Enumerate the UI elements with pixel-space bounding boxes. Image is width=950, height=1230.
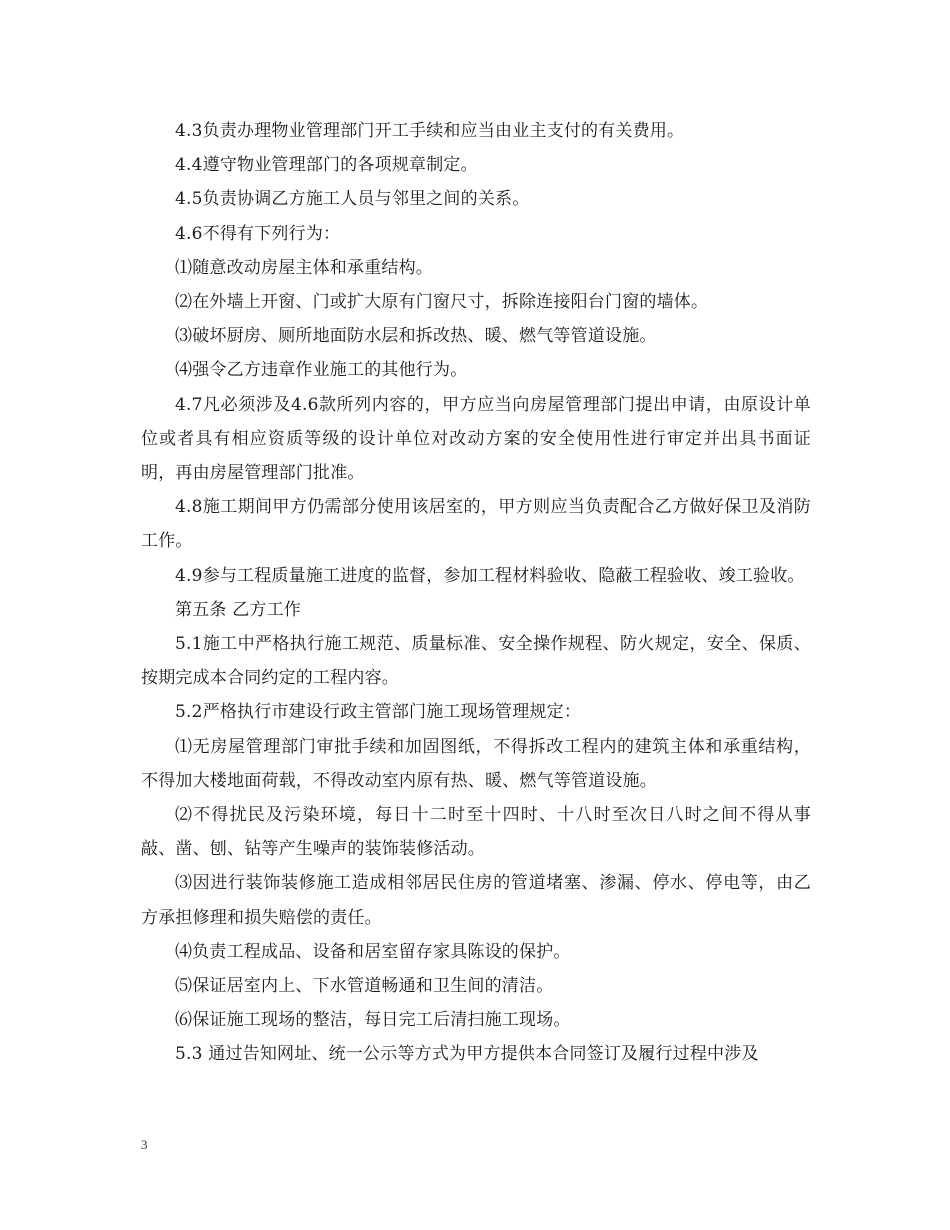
- paragraph-4-6-item-3: ⑶破坏厨房、厕所地面防水层和拆改热、暖、燃气等管道设施。: [175, 326, 657, 347]
- paragraph-4-6: 4.6不得有下列行为：: [175, 223, 341, 244]
- paragraph-5-2-item-3: ⑶因进行装饰装修施工造成相邻居民住房的管道堵塞、渗漏、停水、停电等，由乙方承担修理和损失赔偿的责任。: [141, 873, 811, 928]
- paragraph-4-3: 4.3负责办理物业管理部门开工手续和应当由业主支付的有关费用。: [175, 121, 685, 141]
- paragraph-5-3: 5.3 通过告知网址、统一公示等方式为甲方提供本合同签订及履行过程中涉及: [175, 1044, 759, 1065]
- paragraph-4-6-item-1: ⑴随意改动房屋主体和承重结构。: [175, 257, 433, 278]
- paragraph-5-1: 5.1施工中严格执行施工规范、质量标准、安全操作规程、防火规定，安全、保质、按期完成本合同约定的工程内容。: [141, 634, 811, 689]
- paragraph-4-6-item-4: ⑷强令乙方违章作业施工的其他行为。: [175, 360, 468, 381]
- paragraph-5-2-item-4: ⑷负责工程成品、设备和居室留存家具陈设的保护。: [175, 941, 571, 962]
- paragraph-4-8: 4.8施工期间甲方仍需部分使用该居室的，甲方则应当负责配合乙方做好保卫及消防工作。: [141, 497, 811, 552]
- paragraph-5-2-item-2: ⑵不得扰民及污染环境，每日十二时至十四时、十八时至次日八时之间不得从事敲、凿、刨、钻等产生噪声的装饰装修活动。: [141, 805, 811, 860]
- paragraph-4-6-item-2: ⑵在外墙上开窗、门或扩大原有门窗尺寸，拆除连接阳台门窗的墙体。: [175, 292, 709, 313]
- document-body: [141, 114, 811, 1072]
- paragraph-5-2-item-1: ⑴无房屋管理部门审批手续和加固图纸，不得拆改工程内的建筑主体和承重结构，不得加大楼地面荷载，不得改动室内原有热、暖、燃气等管道设施。: [141, 736, 811, 791]
- paragraph-4-9: 4.9参与工程质量施工进度的监督，参加工程材料验收、隐蔽工程验收、竣工验收。: [175, 565, 805, 586]
- paragraph-4-7: 4.7凡必须涉及4.6款所列内容的，甲方应当向房屋管理部门提出申请，由原设计单位或者具有相应资质等级的设计单位对改动方案的安全使用性进行审定并出具书面证明，再由房屋管理部门批准。: [141, 394, 811, 484]
- paragraph-5-2: 5.2严格执行市建设行政主管部门施工现场管理规定：: [175, 702, 582, 723]
- section-heading-article-5: 第五条 乙方工作: [175, 599, 302, 620]
- paragraph-4-4: 4.4遵守物业管理部门的各项规章制定。: [175, 155, 478, 176]
- paragraph-5-2-item-5: ⑸保证居室内上、下水管道畅通和卫生间的清洁。: [175, 976, 554, 997]
- paragraph-5-2-item-6: ⑹保证施工现场的整洁，每日完工后清扫施工现场。: [175, 1010, 571, 1031]
- paragraph-4-5: 4.5负责协调乙方施工人员与邻里之间的关系。: [175, 189, 530, 210]
- page-number: 3: [141, 1137, 148, 1152]
